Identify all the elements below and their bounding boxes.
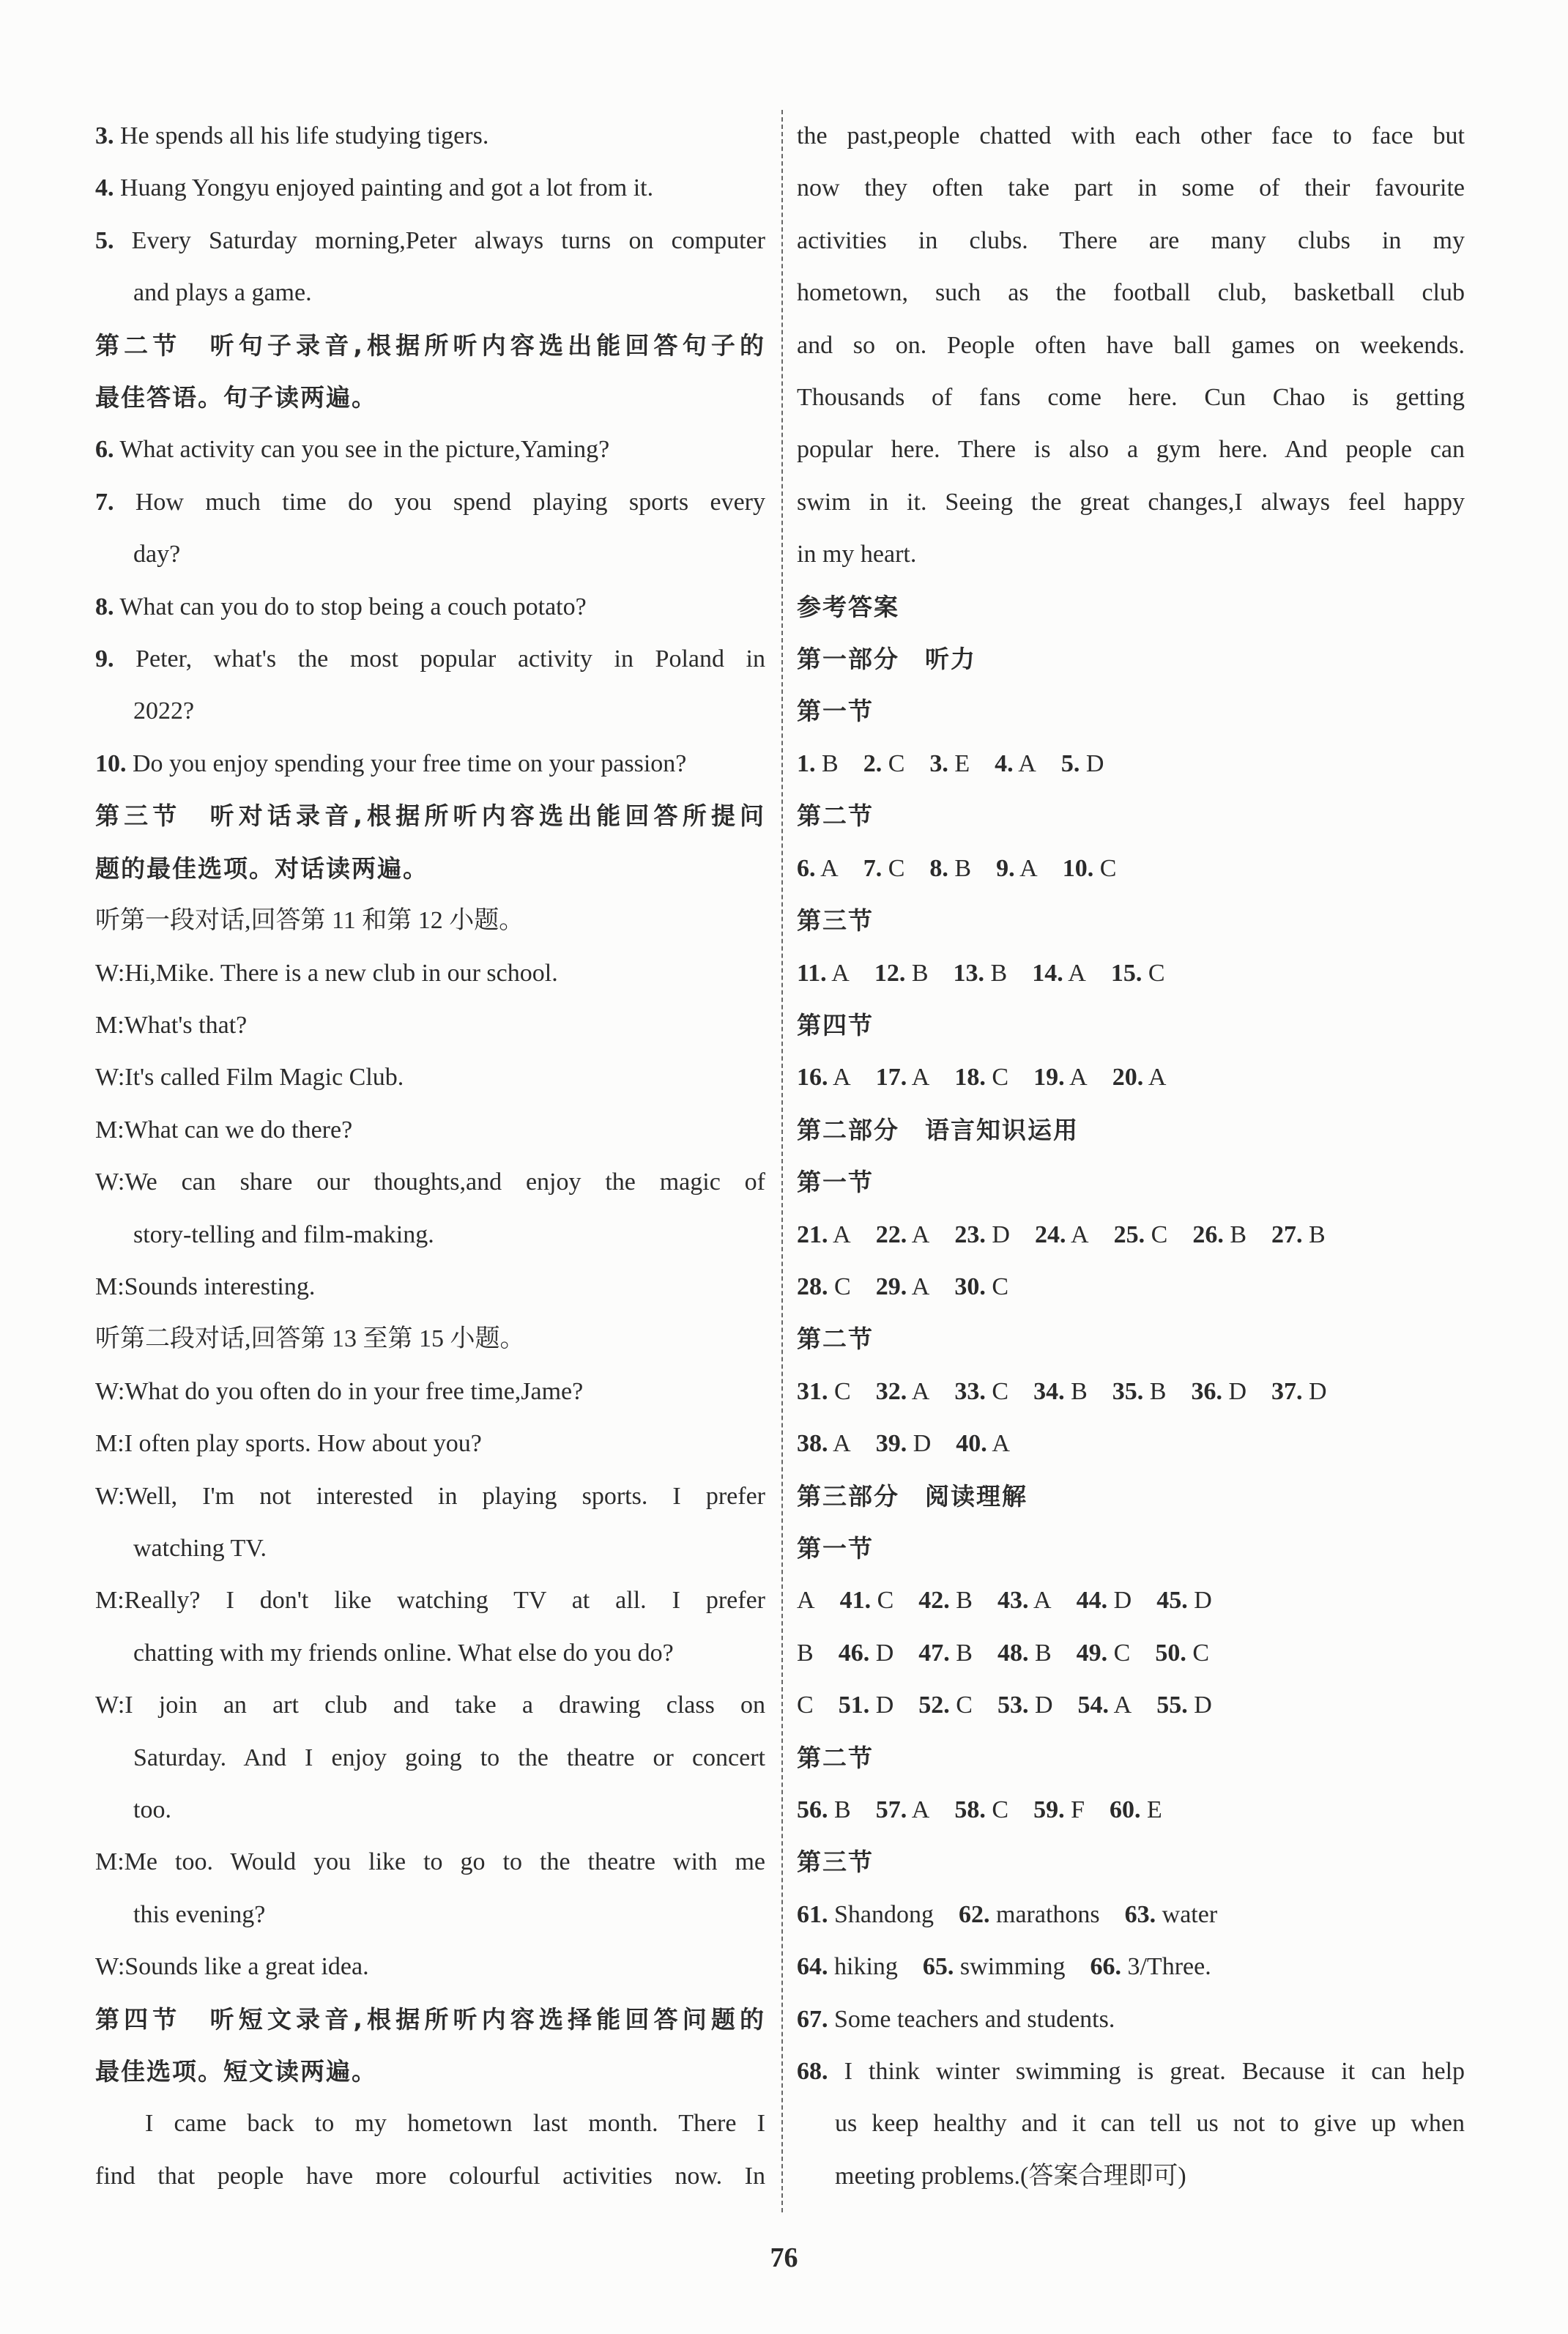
- answer-item: [797, 1941, 898, 1993]
- answer-item: [1032, 947, 1086, 999]
- answer-row: [797, 947, 1465, 999]
- answer-row: [797, 1366, 1465, 1418]
- dialog-1-intro: 听第一段对话,回答第 11 和第 12 小题。: [95, 907, 524, 935]
- answer-item: [1112, 1366, 1167, 1418]
- answer-item: [1033, 1784, 1085, 1836]
- answer-value: A: [828, 1430, 851, 1458]
- answer-68-cont: meeting problems.(答案合理即可): [835, 2162, 1186, 2190]
- answer-67: 67. Some teachers and students.: [797, 2005, 1115, 2033]
- answer-item: [1035, 1209, 1089, 1261]
- answer-value: water: [1156, 1900, 1218, 1928]
- answer-number: 23.: [954, 1220, 986, 1248]
- answer-value: C: [1107, 1639, 1131, 1667]
- right-column: [797, 110, 1465, 2217]
- answer-value: B: [815, 749, 839, 777]
- answer-value: A: [828, 1220, 851, 1248]
- answer-number: 27.: [1271, 1220, 1303, 1248]
- question-7-cont: day?: [133, 541, 181, 568]
- answer-item: [1125, 1889, 1218, 1941]
- answer-value: A: [907, 1272, 930, 1300]
- answer-row: [797, 1574, 1465, 1626]
- answer-item: [954, 1261, 1008, 1313]
- answer-item: [918, 1679, 973, 1731]
- answer-number: 5.: [1060, 749, 1080, 777]
- answer-value: B: [1143, 1377, 1167, 1405]
- answer-item: [1077, 1574, 1132, 1626]
- section-2-heading: 第二节 听句子录音,根据所听内容选出能回答句子的: [95, 330, 765, 360]
- answer-row: [797, 1051, 1465, 1103]
- answer-item: [997, 1574, 1052, 1626]
- answer-number: 15.: [1110, 959, 1142, 987]
- answer-row: [797, 1209, 1465, 1261]
- answer-number: 30.: [954, 1272, 986, 1300]
- passage-line: popular here. There is also a gym here. And people can: [797, 436, 1465, 464]
- answer-item: [1110, 1784, 1162, 1836]
- answer-item: [997, 1679, 1053, 1731]
- answer-item: [797, 1051, 851, 1103]
- section-title: 第二节: [797, 801, 874, 831]
- answer-value: swimming: [954, 1953, 1066, 1981]
- answer-item: [797, 1784, 851, 1836]
- answer-number: 54.: [1077, 1692, 1109, 1719]
- answer-number: 1.: [797, 749, 816, 777]
- answer-number: 14.: [1032, 959, 1063, 987]
- part-1-title: 第一部分 听力: [797, 645, 976, 674]
- answer-number: 16.: [797, 1064, 828, 1092]
- answer-row: [797, 1784, 1465, 1836]
- answer-value: A: [1066, 1220, 1089, 1248]
- passage-line: the past,people chatted with each other face to face but: [797, 122, 1465, 149]
- answer-number: 17.: [875, 1064, 907, 1092]
- left-column: [95, 110, 765, 2217]
- answer-item: [876, 1209, 930, 1261]
- question-3: 3. He spends all his life studying tigers.: [95, 122, 489, 149]
- answer-row: [797, 738, 1465, 790]
- answer-item: [954, 1784, 1008, 1836]
- answer-item: [1192, 1209, 1246, 1261]
- answer-number: 35.: [1112, 1377, 1144, 1405]
- answer-item: [876, 1418, 932, 1470]
- answer-item: [797, 1418, 851, 1470]
- section-3-heading: 第三节 听对话录音,根据所听内容选出能回答所提问: [95, 801, 765, 831]
- answer-value: C: [1142, 959, 1165, 987]
- answer-item: [1114, 1209, 1168, 1261]
- answer-value: B: [984, 959, 1008, 987]
- answer-row: [797, 1261, 1465, 1313]
- answer-number: 28.: [797, 1272, 828, 1300]
- answer-item: [1090, 1941, 1211, 1993]
- answer-number: 38.: [797, 1430, 828, 1458]
- answer-number: 53.: [997, 1692, 1029, 1719]
- answer-number: 65.: [922, 1953, 954, 1981]
- answer-item: [1077, 1627, 1131, 1679]
- passage-line: Thousands of fans come here. Cun Chao is getting: [797, 384, 1465, 412]
- answer-item: [956, 1418, 1010, 1470]
- answer-number: 50.: [1155, 1639, 1186, 1667]
- question-7: 7. How much time do you spend playing sports every: [95, 488, 765, 516]
- question-6: 6. What activity can you see in the picture,Yaming?: [95, 436, 610, 464]
- answer-number: 47.: [918, 1639, 950, 1667]
- answer-item: [954, 1366, 1008, 1418]
- answer-value: D: [1222, 1377, 1246, 1405]
- answer-row: [797, 1418, 1465, 1470]
- question-8: 8. What can you do to stop being a couch potato?: [95, 593, 587, 620]
- answer-item: [954, 1209, 1010, 1261]
- answer-number: 49.: [1076, 1639, 1108, 1667]
- answer-number: 10.: [1062, 854, 1094, 882]
- answer-number: 39.: [875, 1430, 907, 1458]
- answer-value: C: [871, 1587, 894, 1615]
- answer-value: B: [948, 854, 972, 882]
- passage-line: and so on. People often have ball games on weekends.: [797, 331, 1465, 359]
- answer-number: 43.: [997, 1587, 1029, 1615]
- section-title: 第一节: [797, 697, 874, 726]
- answer-value: B: [828, 1796, 851, 1823]
- question-10: 10. Do you enjoy spending your free time on your passion?: [95, 749, 687, 777]
- answer-number: 58.: [954, 1796, 986, 1823]
- answer-value: A: [1013, 749, 1036, 777]
- answer-item: [997, 1627, 1052, 1679]
- part-2-title: 第二部分 语言知识运用: [797, 1115, 1079, 1144]
- answers-title: 参考答案: [797, 592, 899, 621]
- answer-value: A: [907, 1064, 930, 1092]
- section-2-heading-cont: 最佳答语。句子读两遍。: [95, 383, 377, 412]
- section-title: 第四节: [797, 1010, 874, 1040]
- answer-number: 20.: [1112, 1064, 1144, 1092]
- answer-value: F: [1064, 1796, 1085, 1823]
- passage-line: in my heart.: [797, 541, 917, 568]
- answer-number: 60.: [1109, 1796, 1141, 1823]
- answer-value: B: [949, 1587, 973, 1615]
- passage-letter: A: [797, 1587, 815, 1615]
- dialog-line-cont: story-telling and film-making.: [133, 1220, 434, 1248]
- dialog-2-intro: 听第二段对话,回答第 13 至第 15 小题。: [95, 1325, 525, 1353]
- answer-value: D: [1107, 1587, 1132, 1615]
- answer-value: E: [948, 749, 970, 777]
- answer-number: 21.: [797, 1220, 828, 1248]
- passage-line: now they often take part in some of their favourite: [797, 174, 1465, 202]
- question-5-cont: and plays a game.: [133, 279, 312, 307]
- dialog-line: M:Sounds interesting.: [95, 1272, 316, 1300]
- answer-number: 66.: [1090, 1953, 1121, 1981]
- answer-item: [840, 1574, 894, 1626]
- answer-number: 42.: [918, 1587, 950, 1615]
- answer-number: 6.: [797, 854, 816, 882]
- answer-row: [797, 842, 1465, 894]
- answer-value: D: [1187, 1587, 1212, 1615]
- section-4-heading: 第四节 听短文录音,根据所听内容选择能回答问题的: [95, 2004, 765, 2034]
- answer-item: [1156, 1679, 1212, 1731]
- answer-item: [959, 1889, 1100, 1941]
- dialog-line-cont: Saturday. And I enjoy going to the theatre or concert: [133, 1744, 765, 1771]
- answer-row: [797, 1679, 1465, 1731]
- answer-number: 3.: [929, 749, 948, 777]
- answer-68: 68. I think winter swimming is great. Because it can help: [797, 2058, 1465, 2086]
- passage-line: activities in clubs. There are many clubs in my: [797, 226, 1465, 254]
- answer-value: D: [869, 1639, 894, 1667]
- dialog-line: M:I often play sports. How about you?: [95, 1430, 482, 1458]
- answer-number: 33.: [954, 1377, 986, 1405]
- section-title: 第一节: [797, 1168, 874, 1197]
- answer-item: [797, 1889, 934, 1941]
- question-9: 9. Peter, what's the most popular activity in Poland in: [95, 645, 766, 673]
- answer-value: B: [905, 959, 929, 987]
- section-title: 第二节: [797, 1325, 874, 1354]
- answer-number: 48.: [997, 1639, 1029, 1667]
- answer-number: 64.: [797, 1953, 828, 1981]
- answer-number: 31.: [797, 1377, 828, 1405]
- answer-value: B: [1302, 1220, 1326, 1248]
- answer-number: 57.: [875, 1796, 907, 1823]
- column-divider: [781, 110, 783, 2212]
- answer-item: [863, 842, 905, 894]
- answer-number: 9.: [996, 854, 1015, 882]
- answer-value: C: [985, 1064, 1009, 1092]
- dialog-line: W:We can share our thoughts,and enjoy the magic of: [95, 1168, 765, 1196]
- answer-value: A: [1064, 1064, 1088, 1092]
- dialog-line: W:Well, I'm not interested in playing sports. I prefer: [95, 1482, 765, 1510]
- answer-item: [1156, 1574, 1212, 1626]
- answer-value: D: [869, 1692, 894, 1719]
- answer-item: [1033, 1366, 1088, 1418]
- question-9-cont: 2022?: [133, 697, 195, 725]
- answer-item: [954, 1051, 1008, 1103]
- answer-value: A: [1143, 1064, 1167, 1092]
- answer-item: [863, 738, 905, 790]
- answer-item: [1111, 947, 1165, 999]
- answer-value: A: [826, 959, 850, 987]
- answer-item: [923, 1941, 1066, 1993]
- answer-value: A: [907, 1220, 930, 1248]
- answer-value: B: [1028, 1639, 1052, 1667]
- passage-line: find that people have more colourful activities now. In: [95, 2162, 765, 2190]
- answer-value: 3/Three.: [1121, 1953, 1211, 1981]
- answer-number: 29.: [875, 1272, 907, 1300]
- answer-number: 46.: [838, 1639, 870, 1667]
- dialog-line-cont: too.: [133, 1796, 171, 1823]
- answer-value: C: [985, 1272, 1009, 1300]
- answer-item: [954, 947, 1008, 999]
- question-4: 4. Huang Yongyu enjoyed painting and got a lot from it.: [95, 174, 654, 202]
- dialog-line: W:It's called Film Magic Club.: [95, 1064, 404, 1092]
- answer-value: A: [828, 1064, 851, 1092]
- answer-item: [1112, 1051, 1167, 1103]
- dialog-line: W:I join an art club and take a drawing class on: [95, 1692, 765, 1719]
- answer-number: 11.: [797, 959, 827, 987]
- answer-value: C: [1093, 854, 1117, 882]
- answer-number: 18.: [954, 1064, 986, 1092]
- answer-number: 24.: [1034, 1220, 1066, 1248]
- answer-number: 44.: [1076, 1587, 1108, 1615]
- answer-number: 12.: [874, 959, 906, 987]
- section-title: 第三节: [797, 1848, 874, 1877]
- answer-value: C: [882, 854, 905, 882]
- section-3-heading-cont: 题的最佳选项。对话读两遍。: [95, 853, 428, 883]
- answer-value: A: [907, 1796, 930, 1823]
- dialog-line: W:Hi,Mike. There is a new club in our school.: [95, 959, 558, 987]
- answer-number: 56.: [797, 1796, 828, 1823]
- answer-item: [929, 842, 971, 894]
- answer-number: 36.: [1191, 1377, 1222, 1405]
- answer-number: 4.: [995, 749, 1014, 777]
- answer-item: [1063, 842, 1117, 894]
- answer-item: [1191, 1366, 1246, 1418]
- answer-number: 26.: [1192, 1220, 1224, 1248]
- answer-number: 41.: [839, 1587, 872, 1615]
- answer-number: 52.: [918, 1692, 950, 1719]
- answer-item: [797, 947, 850, 999]
- answer-number: 61.: [797, 1900, 828, 1928]
- answer-value: E: [1140, 1796, 1162, 1823]
- answer-value: D: [1028, 1692, 1053, 1719]
- section-title: 第一节: [797, 1533, 874, 1563]
- answer-item: [918, 1574, 973, 1626]
- answer-number: 19.: [1033, 1064, 1065, 1092]
- answer-number: 8.: [929, 854, 948, 882]
- answer-number: 59.: [1033, 1796, 1065, 1823]
- section-title: 第二节: [797, 1743, 874, 1772]
- answer-item: [797, 738, 839, 790]
- answer-row: [797, 1889, 1465, 1941]
- answer-number: 45.: [1156, 1587, 1188, 1615]
- answer-value: C: [985, 1377, 1009, 1405]
- answer-value: B: [1223, 1220, 1246, 1248]
- answer-item: [839, 1679, 894, 1731]
- answer-number: 63.: [1124, 1900, 1156, 1928]
- answer-value: A: [907, 1377, 930, 1405]
- dialog-line: M:Me too. Would you like to go to the theatre with me: [95, 1848, 765, 1876]
- dialog-line-cont: this evening?: [133, 1900, 266, 1928]
- answer-value: C: [949, 1692, 973, 1719]
- answer-value: A: [986, 1430, 1010, 1458]
- answer-item: [874, 947, 929, 999]
- answer-number: 34.: [1033, 1377, 1065, 1405]
- answer-item: [839, 1627, 894, 1679]
- answer-number: 2.: [863, 749, 883, 777]
- section-4-heading-cont: 最佳选项。短文读两遍。: [95, 2057, 377, 2086]
- answer-item: [996, 842, 1038, 894]
- answer-value: B: [949, 1639, 973, 1667]
- answer-value: D: [1187, 1692, 1212, 1719]
- dialog-line-cont: chatting with my friends online. What else do you do?: [133, 1639, 674, 1667]
- passage-letter: C: [797, 1692, 814, 1719]
- answer-item: [1061, 738, 1104, 790]
- answer-value: D: [907, 1430, 932, 1458]
- answer-item: [995, 738, 1036, 790]
- answer-item: [1155, 1627, 1209, 1679]
- answer-68-cont: us keep healthy and it can tell us not to give up when: [835, 2110, 1465, 2138]
- answer-item: [876, 1261, 930, 1313]
- answer-number: 51.: [838, 1692, 870, 1719]
- answer-number: 62.: [959, 1900, 990, 1928]
- answer-number: 25.: [1113, 1220, 1145, 1248]
- page-number: 76: [770, 2242, 798, 2273]
- dialog-line-cont: watching TV.: [133, 1534, 267, 1562]
- answer-value: C: [882, 749, 905, 777]
- answer-item: [876, 1784, 930, 1836]
- answer-number: 37.: [1271, 1377, 1303, 1405]
- answer-number: 22.: [875, 1220, 907, 1248]
- dialog-line: M:What's that?: [95, 1011, 248, 1039]
- answer-item: [876, 1366, 930, 1418]
- answer-value: A: [1014, 854, 1038, 882]
- answer-item: [918, 1627, 973, 1679]
- answer-value: A: [815, 854, 839, 882]
- answer-item: [797, 1366, 851, 1418]
- answer-item: [929, 738, 970, 790]
- answer-value: hiking: [828, 1953, 898, 1981]
- answer-value: C: [1145, 1220, 1168, 1248]
- question-5: 5. Every Saturday morning,Peter always turns on computer: [95, 226, 765, 254]
- answer-value: A: [1028, 1587, 1052, 1615]
- answer-value: C: [985, 1796, 1009, 1823]
- answer-item: [1033, 1051, 1088, 1103]
- answer-value: A: [1063, 959, 1086, 987]
- answer-row: [797, 1941, 1465, 1993]
- answer-item: [876, 1051, 930, 1103]
- answer-row: [797, 1627, 1465, 1679]
- part-3-title: 第三部分 阅读理解: [797, 1481, 1028, 1511]
- answer-number: 7.: [863, 854, 883, 882]
- answer-value: D: [985, 1220, 1010, 1248]
- answer-item: [1078, 1679, 1132, 1731]
- answer-value: D: [1302, 1377, 1327, 1405]
- passage-letter: B: [797, 1639, 814, 1667]
- dialog-line: M:What can we do there?: [95, 1116, 353, 1144]
- dialog-line: M:Really? I don't like watching TV at all. I prefer: [95, 1587, 765, 1615]
- answer-number: 13.: [953, 959, 984, 987]
- answer-value: marathons: [989, 1900, 1100, 1928]
- answer-value: B: [1064, 1377, 1088, 1405]
- answer-value: D: [1080, 749, 1104, 777]
- dialog-line: W:Sounds like a great idea.: [95, 1953, 369, 1981]
- answer-number: 40.: [956, 1430, 987, 1458]
- answer-number: 55.: [1156, 1692, 1188, 1719]
- passage-line: swim in it. Seeing the great changes,I always feel happy: [797, 488, 1465, 516]
- answer-item: [797, 1209, 851, 1261]
- answer-value: C: [1186, 1639, 1209, 1667]
- dialog-line: W:What do you often do in your free time,Jame?: [95, 1377, 584, 1405]
- answer-value: C: [828, 1377, 851, 1405]
- section-title: 第三节: [797, 906, 874, 936]
- answer-number: 32.: [875, 1377, 907, 1405]
- answer-item: [1271, 1366, 1327, 1418]
- answer-value: Shandong: [828, 1900, 934, 1928]
- passage-line: hometown, such as the football club, basketball club: [797, 279, 1465, 307]
- answer-value: C: [828, 1272, 851, 1300]
- passage-line: I came back to my hometown last month. There I: [145, 2110, 765, 2138]
- answer-item: [1271, 1209, 1326, 1261]
- answer-item: [797, 842, 839, 894]
- answer-value: A: [1109, 1692, 1132, 1719]
- answer-item: [797, 1261, 851, 1313]
